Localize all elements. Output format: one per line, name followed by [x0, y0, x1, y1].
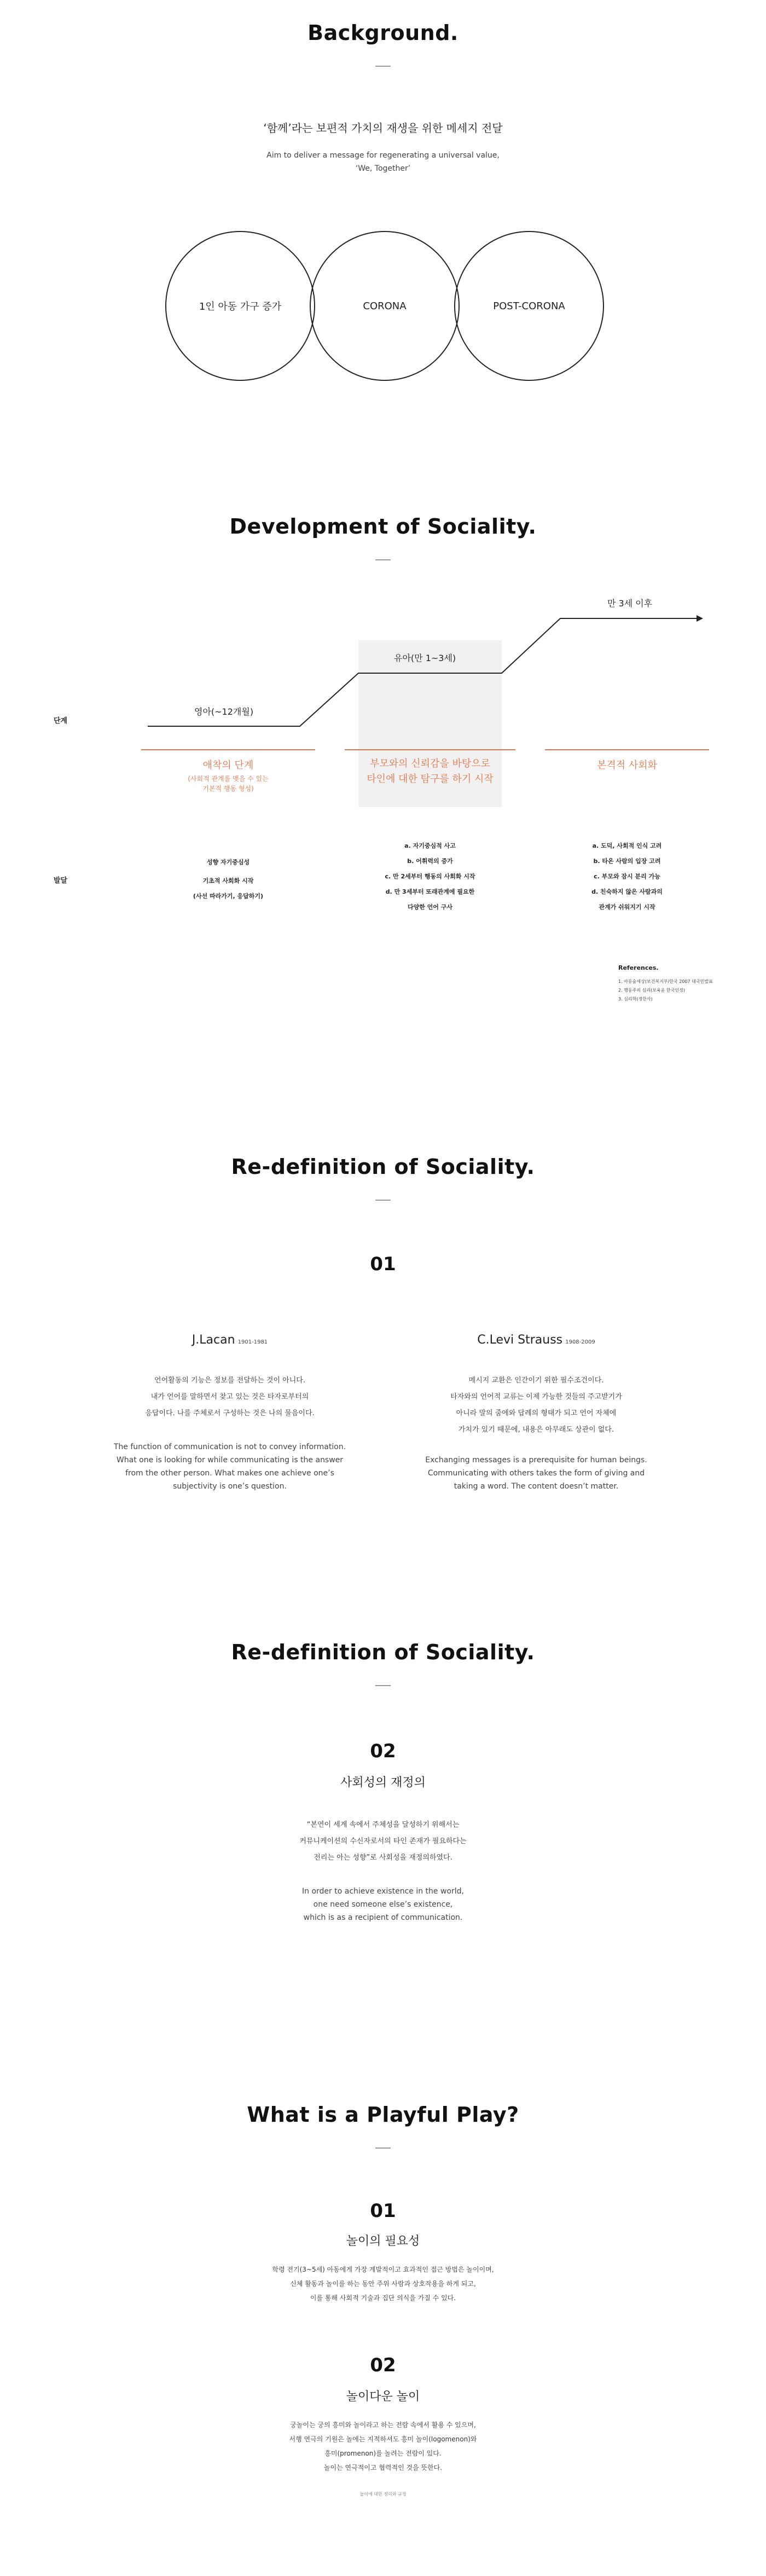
playful-text-2 [0, 2418, 766, 2475]
text-line: 흥미(promenon)를 놀려는 전람이 있다. [324, 2450, 442, 2457]
arrow-head-icon [697, 615, 703, 622]
circle-corona [310, 231, 460, 381]
quote-line: Communicating with others takes the form of giving and [427, 1469, 645, 1478]
phase-line [141, 749, 315, 750]
dev-item: c. 부모와 잠시 분리 가능 [594, 873, 660, 880]
dev-item: b. 어휘력의 증가 [407, 858, 453, 865]
redefinition-quote-en [0, 1885, 766, 1924]
step-infant: 영아(~12개월) [194, 707, 254, 717]
phase-note-line: (사회적 관계를 맺을 수 있는 [188, 775, 269, 783]
quote-line: The function of communication is not to convey information. [113, 1443, 346, 1451]
lacan-years: 1901-1981 [237, 1339, 268, 1345]
playful-title: What is a Playful Play? [247, 2103, 519, 2127]
phase-attachment: 애착의 단계 [202, 760, 254, 771]
strauss-quote-en [399, 1454, 673, 1493]
playful-text-1 [0, 2262, 766, 2305]
strauss-years: 1908-2009 [565, 1339, 595, 1345]
circle-label: POST-CORONA [493, 300, 565, 312]
circle-post-corona [454, 231, 604, 381]
background-subtitle-ko: ‘함께’라는 보편적 가치의 재생을 위한 메세지 전달 [263, 121, 503, 135]
playful-subtitle-1: 놀이의 필요성 [346, 2235, 420, 2248]
quote-line: 내가 언어를 말하면서 찾고 있는 것은 타자로부터의 [150, 1393, 309, 1401]
text-line: 신체 활동과 놀이를 하는 동안 주위 사람과 상호작용을 하게 되고, [290, 2280, 476, 2288]
phase-socialization: 본격적 사회화 [596, 760, 658, 771]
quote-line: 언어활동의 기능은 정보를 전달하는 것이 아니다. [154, 1376, 305, 1385]
row-label-stage: 단계 [54, 717, 68, 725]
text-line: 놀이는 연극적이고 협력적인 것을 뜻한다. [323, 2464, 443, 2471]
quote-line: subjectivity is one’s question. [173, 1482, 287, 1491]
dev-item: a. 자기중심적 사고 [404, 842, 456, 849]
strauss-name: C.Levi Strauss [477, 1333, 563, 1347]
dev-item: 관계가 쉬워지기 시작 [599, 904, 655, 911]
quote-line: from the other person. What makes one achieve one’s [125, 1469, 334, 1478]
phase-trust [345, 756, 515, 787]
dev-item: 기초적 사회화 시작 [202, 877, 254, 884]
circle-label: 1인 아동 가구 증가 [199, 301, 282, 312]
dev-item: (사선 따라가기, 응답하기) [193, 893, 264, 900]
dev-col-toddler [345, 838, 515, 915]
quote-line: one need someone else’s existence, [313, 1900, 453, 1909]
text-line: 궁놀이는 궁의 흥미와 놀이라고 하는 전람 속에서 활용 수 있으며, [290, 2421, 476, 2429]
dev-item: a. 도덕, 사회적 인식 고려 [592, 842, 662, 849]
development-step-line [0, 602, 766, 744]
dev-item: d. 친숙하지 않은 사람과의 [591, 888, 663, 895]
dev-item: 성향 자기중심성 [206, 859, 250, 866]
playful-subtitle-2: 놀이다운 놀이 [346, 2390, 420, 2404]
quote-line: which is as a recipient of communication. [303, 1913, 463, 1922]
phase-note-line: 기본적 행동 형성) [202, 785, 254, 792]
dev-item: c. 만 2세부터 행동의 사회화 시작 [385, 873, 475, 880]
quote-line: What one is looking for while communicating is the answer [116, 1456, 344, 1464]
phase-trust-line: 부모와의 신뢰감을 바탕으로 [369, 758, 491, 769]
text-line: 이를 통해 사회적 기술과 집단 의식을 가질 수 있다. [310, 2294, 456, 2302]
title-divider [375, 559, 391, 560]
reference-item: 2. 행동주의 심리(보육윤 한국인정) [618, 988, 685, 993]
title-divider [375, 2147, 391, 2149]
phase-line [545, 749, 709, 750]
lacan-name: J.Lacan [192, 1333, 235, 1347]
section-number: 02 [370, 1740, 396, 1762]
section-number: 01 [370, 2200, 396, 2222]
dev-item: d. 만 3세부터 또래관계에 필요한 [385, 888, 475, 895]
redefinition-title-2: Re-definition of Sociality. [231, 1640, 535, 1664]
title-divider [375, 66, 391, 67]
strauss-quote-ko [399, 1373, 673, 1438]
quote-line: 전리는 아는 성향”로 사회성을 재정의하였다. [314, 1854, 452, 1862]
row-label-development: 발달 [54, 877, 68, 885]
lacan-quote-ko [93, 1373, 367, 1422]
quote-line: 가치가 있기 때문에, 내용은 아무래도 상관이 없다. [458, 1426, 614, 1434]
background-subtitle-en-2: ‘We, Together’ [355, 164, 411, 173]
text-line: 학령 전기(3~5세) 아동에게 가장 계발적이고 효과적인 접근 방법은 놀이이며, [272, 2266, 494, 2273]
phase-trust-line: 타인에 대한 탐구를 하기 시작 [367, 773, 494, 785]
quote-line: 커뮤니케이션의 수신자로서의 타인 존재가 필요하다는 [299, 1837, 467, 1845]
reference-item: 3. 심리학(정한사) [618, 997, 653, 1002]
quote-line: 응답이다. 나를 주체로서 구성하는 것은 나의 물음이다. [145, 1409, 315, 1417]
quote-line: In order to achieve existence in the world, [302, 1887, 464, 1896]
references-title: References. [618, 964, 659, 971]
quote-line: taking a word. The content doesn’t matter. [454, 1482, 619, 1491]
section-number: 01 [370, 1253, 396, 1275]
dev-item: 다양한 언어 구사 [407, 904, 453, 911]
strauss-heading [399, 1333, 673, 1347]
playful-footnote: 놀이에 대한 정의와 규정 [359, 2492, 407, 2497]
lacan-quote-en [93, 1440, 367, 1493]
development-title: Development of Sociality. [229, 514, 537, 539]
quote-line: Exchanging messages is a prerequisite for human beings. [425, 1456, 647, 1464]
step-after-three: 만 3세 이후 [607, 598, 653, 609]
dev-item: b. 타온 사람의 입장 고려 [593, 858, 661, 865]
background-subtitle-en-1: Aim to deliver a message for regenerating a universal value, [266, 151, 500, 160]
step-toddler: 유아(만 1~3세) [394, 653, 456, 663]
title-divider [375, 1200, 391, 1201]
phase-line [345, 749, 515, 750]
references-list [618, 977, 713, 1004]
background-title: Background. [307, 21, 459, 45]
quote-line: 아니라 말의 줌에와 답례의 형태가 되고 언어 자체에 [456, 1409, 617, 1417]
quote-line: 타자와의 언어적 교류는 이제 가능한 것들의 주고받기가 [450, 1393, 622, 1401]
redefinition-title-1: Re-definition of Sociality. [231, 1155, 535, 1179]
text-line: 서행 연극의 기원은 놀에는 지적하셔도 흥미 놀이(logomenon)와 [289, 2435, 477, 2443]
phase-attachment-note [141, 774, 315, 794]
title-divider [375, 1685, 391, 1686]
redefinition-subtitle: 사회성의 재정의 [340, 1776, 426, 1790]
section-number: 02 [370, 2354, 396, 2376]
reference-item: 1. 아동숲세상(보건복지부/한국 2007 대국민발표 [618, 979, 713, 984]
circle-single-child [165, 231, 315, 381]
redefinition-quote-ko [0, 1817, 766, 1866]
lacan-heading [93, 1333, 367, 1347]
quote-line: “본연이 세계 속에서 주체성을 달성하기 위해서는 [306, 1821, 460, 1829]
circle-label: CORONA [363, 300, 407, 312]
quote-line: 메시지 교환은 인간이기 위한 필수조건이다. [468, 1376, 604, 1385]
dev-col-after-three [545, 838, 709, 915]
dev-col-infant [141, 855, 315, 904]
